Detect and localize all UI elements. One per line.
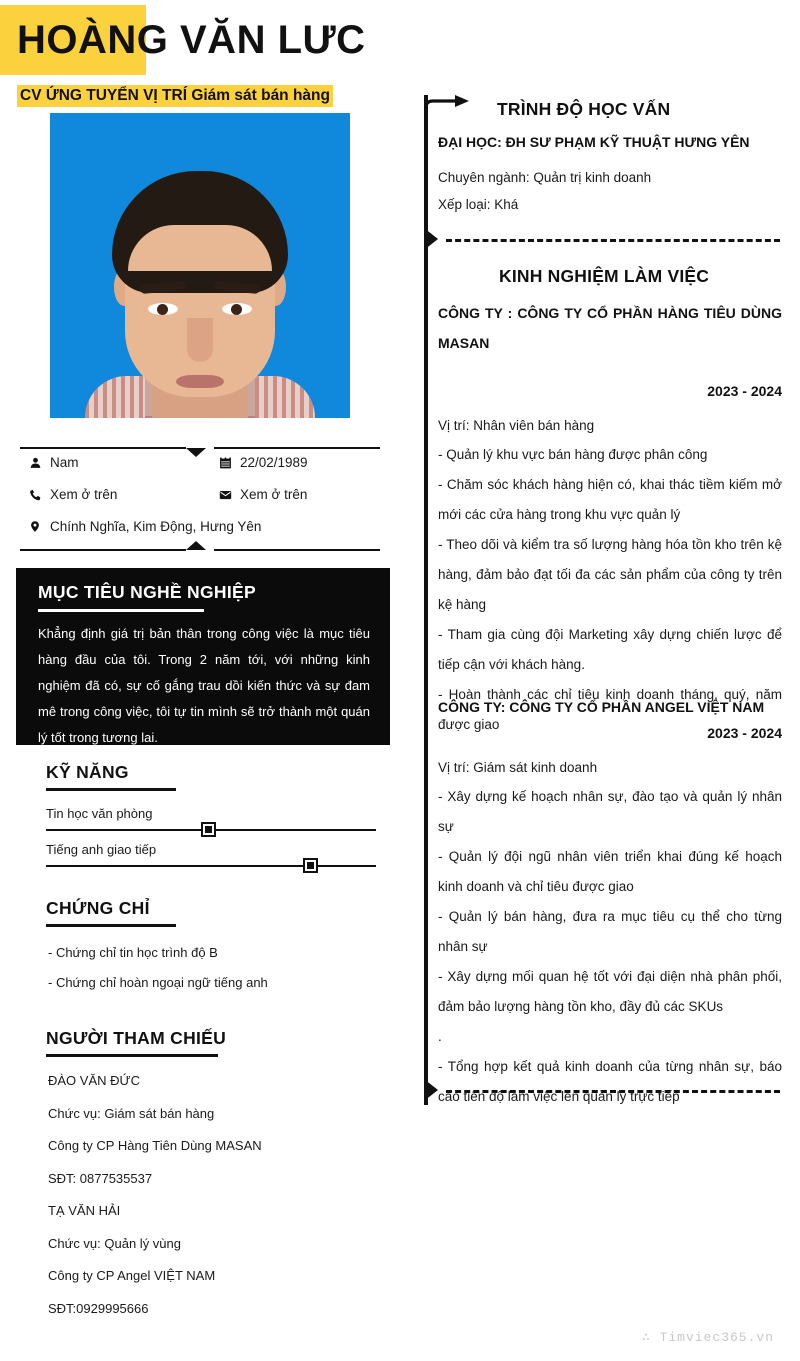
calendar-icon (210, 456, 240, 470)
reference-line: Chức vụ: Giám sát bán hàng (48, 1105, 215, 1121)
skill-item-1 (46, 842, 376, 867)
education-title (485, 95, 682, 125)
photo-nose (187, 318, 213, 362)
reference-line: SĐT:0929995666 (48, 1300, 149, 1316)
contact-rule-bottom-right (214, 549, 380, 551)
photo-mouth (176, 375, 224, 388)
experience-bullet: - Quản lý khu vực bán hàng được phân công (438, 447, 708, 462)
name-rest: VĂN LƯC (180, 18, 366, 62)
cv-subtitle (17, 85, 333, 107)
contact-birthday (210, 455, 400, 470)
certificate-item: - Chứng chỉ hoàn ngoại ngữ tiếng anh (48, 975, 268, 990)
contact-address-value: Chính Nghĩa, Kim Động, Hưng Yên (50, 519, 262, 534)
photo-eye-left (148, 303, 178, 315)
reference-line: Công ty CP Hàng Tiên Dùng MASAN (48, 1138, 262, 1153)
experience-years-1: 2023 - 2024 (707, 725, 782, 741)
career-objective-underline (38, 609, 204, 612)
experience-bullets-1 (438, 782, 782, 1112)
cv-subtitle-text: CV ỨNG TUYỂN VỊ TRÍ Giám sát bán hàng (17, 85, 333, 107)
contact-row (20, 487, 400, 502)
contact-phone-value: Xem ở trên (50, 487, 118, 502)
contact-email-value: Xem ở trên (240, 487, 308, 502)
reference-line: ĐÀO VĂN ĐỨC (48, 1073, 141, 1088)
contact-gender-value: Nam (50, 455, 79, 470)
experience-bullet: - Tổng hợp kết quả kinh doanh của từng nhân sự, báo cáo tiến độ làm việc lên quản lý trực tiếp (438, 1059, 782, 1104)
skills-title: KỸ NĂNG (46, 762, 129, 782)
contact-rule-top-right (214, 447, 380, 449)
photo-eye-right (222, 303, 252, 315)
career-objective-section (16, 568, 390, 745)
experience-title (487, 262, 721, 292)
contact-block (20, 455, 400, 551)
skill-label: Tin học văn phòng (46, 806, 153, 821)
reference-line: Chức vụ: Quản lý vùng (48, 1235, 181, 1251)
contact-phone (20, 487, 210, 502)
experience-bullet: - Theo dõi và kiểm tra số lượng hàng hóa tồn kho trên kệ hàng, đảm bảo đạt tối đa các sản phẩm của công ty trên kệ hàng (438, 537, 782, 612)
references-list (48, 1065, 262, 1325)
education-grade: Xếp loại: Khá (438, 197, 519, 212)
experience-company-1: CÔNG TY: CÔNG TY CỔ PHẦN ANGEL VIỆT NAM (438, 699, 765, 715)
certificate-item: - Chứng chỉ tin học trình độ B (48, 945, 218, 960)
experience-bullet: - Xây dựng kế hoạch nhân sự, đào tạo và quản lý nhân sự (438, 789, 782, 834)
reference-line: SĐT: 0877535537 (48, 1170, 153, 1186)
phone-icon (20, 488, 50, 502)
references-underline (46, 1054, 218, 1057)
skills-heading (46, 762, 176, 791)
contact-rule-bottom (20, 549, 186, 551)
education-major: Chuyên ngành: Quản trị kinh doanh (438, 170, 652, 185)
experience-position-1: Vị trí: Giám sát kinh doanh (438, 760, 598, 775)
experience-bullet: - Hoàn thành các chỉ tiêu kinh doanh tháng, quý, năm được giao (438, 687, 782, 732)
experience-bullet: - Tham gia cùng đội Marketing xây dựng chiến lược để tiếp cận với khách hàng. (438, 627, 782, 672)
timeline-marker-mid (424, 228, 438, 250)
contact-rule-top (20, 447, 186, 449)
career-objective-body: Khẳng định giá trị bản thân trong công việc là mục tiêu hàng đầu của tôi. Trong 2 năm tới, với những kinh nghiệm đã có, sự cố gắng trau dồi kiến thức và sự đam mê trong công việc, tôi tự tin mình sẽ trở thành một quán lý tốt trong tương lai. (38, 626, 370, 745)
timeline-divider-mid (446, 239, 780, 242)
career-objective-title: MỤC TIÊU NGHỀ NGHIỆP (38, 582, 256, 602)
skill-item-0 (46, 806, 376, 831)
contact-gender (20, 455, 210, 470)
certificates-heading (46, 898, 176, 927)
experience-bullet: - Xây dựng mối quan hệ tốt với đại diện nhà phân phối, đảm bảo lượng hàng tồn kho, đầy đủ các SKUs (438, 969, 782, 1014)
contact-row (20, 455, 400, 470)
person-icon (20, 456, 50, 470)
contact-birthday-value: 22/02/1989 (240, 455, 308, 470)
experience-bullet: . (438, 1029, 442, 1044)
certificates-underline (46, 924, 176, 927)
skill-label: Tiếng anh giao tiếp (46, 842, 157, 857)
candidate-name (0, 5, 366, 75)
timeline-arrow-icon (424, 95, 472, 119)
education-school: ĐẠI HỌC: ĐH SƯ PHẠM KỸ THUẬT HƯNG YÊN (438, 134, 750, 150)
timeline-marker-bottom (424, 1079, 438, 1101)
education-title-text: TRÌNH ĐỘ HỌC VẤN (497, 99, 671, 119)
mail-icon (210, 488, 240, 502)
experience-company-0: CÔNG TY : CÔNG TY CỔ PHẦN HÀNG TIÊU DÙNG MASAN (438, 305, 782, 351)
profile-photo (50, 113, 350, 418)
experience-years-0: 2023 - 2024 (707, 383, 782, 399)
reference-line: Công ty CP Angel VIỆT NAM (48, 1268, 216, 1283)
reference-line: TẠ VĂN HẢI (48, 1203, 121, 1218)
experience-position-0: Vị trí: Nhân viên bán hàng (438, 418, 595, 433)
skill-slider-track[interactable] (46, 865, 376, 867)
skill-slider-track[interactable] (46, 829, 376, 831)
experience-title-text: KINH NGHIỆM LÀM VIỆC (499, 266, 710, 286)
watermark: ∴ Timviec365.vn (641, 1330, 774, 1345)
certificates-title: CHỨNG CHỈ (46, 898, 150, 918)
contact-email (210, 487, 400, 502)
experience-bullet: - Quản lý đội ngũ nhân viên triển khai đúng kế hoạch kinh doanh và chỉ tiêu được giao (438, 849, 782, 894)
contact-triangle-up (186, 541, 206, 550)
name-first: HOÀNG (17, 18, 180, 62)
references-title: NGƯỜI THAM CHIẾU (46, 1028, 227, 1048)
skill-slider-handle[interactable] (201, 822, 216, 837)
location-pin-icon (20, 519, 50, 534)
skills-underline (46, 788, 176, 791)
experience-bullet: - Chăm sóc khách hàng hiện có, khai thác tiềm kiếm mở mới các cửa hàng trong khu vực quản lý (438, 477, 782, 522)
contact-address (20, 519, 380, 534)
certificates-list (48, 938, 268, 998)
experience-bullet: - Quản lý bán hàng, đưa ra mục tiêu cụ thể cho từng nhân sự (438, 909, 782, 954)
contact-row (20, 519, 400, 534)
photo-hair (112, 171, 288, 293)
skill-slider-handle[interactable] (303, 858, 318, 873)
references-heading (46, 1028, 226, 1057)
